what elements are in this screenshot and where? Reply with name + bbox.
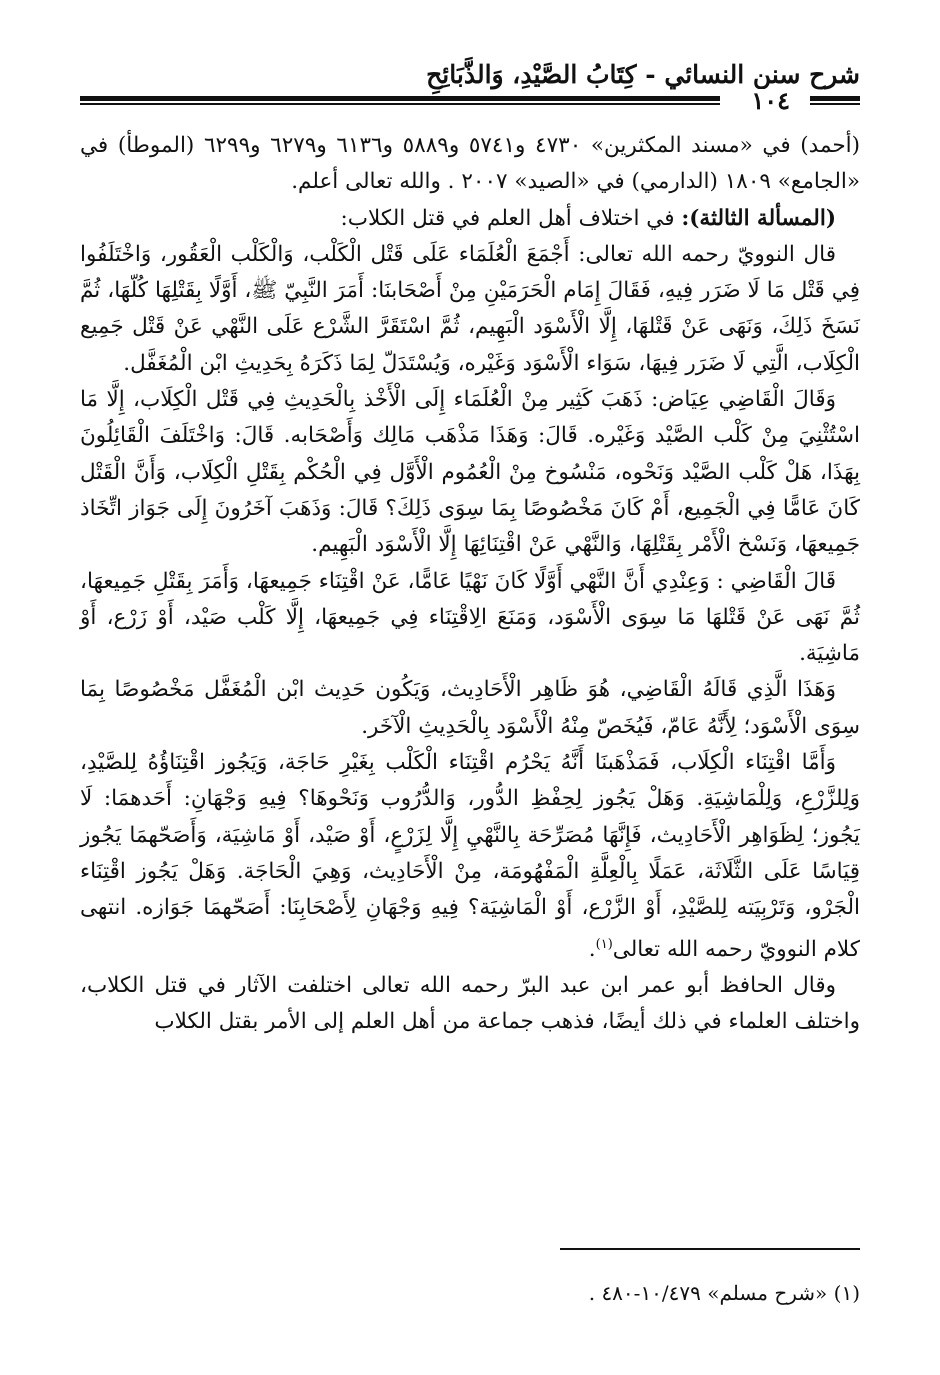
paragraph-ibn-abd-albarr: وقال الحافظ أبو عمر ابن عبد البرّ رحمه الله تعالى اختلفت الآثار في قتل الكلاب، واختلف العلماء في ذلك أيضًا، فذهب جماعة من أهل العلم إلى الأمر بقتل الكلاب [80, 972, 860, 1035]
footnote-rule [560, 1248, 860, 1250]
paragraph-masala-heading [80, 201, 860, 237]
masala-label: (المسألة الثالثة): [681, 205, 836, 231]
page-number: ١٠٤ [741, 89, 800, 113]
running-title: شرح سنن النسائي - كِتَابُ الصَّيْدِ، وَالذَّبَائِحِ [426, 60, 860, 89]
paragraph-nawawi: قال النوويّ رحمه الله تعالى: أَجْمَعَ الْعُلَمَاء عَلَى قَتْل الْكَلْب، وَالْكَلْب الْعَقُور، وَاخْتَلَفُوا فِي قَتْل مَا لَا ضَرَر فِيهِ، فَقَالَ إِمَام الْحَرَمَيْنِ مِنْ أَصْحَابنَا: أَمَرَ النَّبِيّ ﷺ، أَوَّلًا بِقَتْلِهَا كُلّهَا، ثُمَّ نَسَخَ ذَلِكَ، وَنَهَى عَنْ قَتْلهَا، إِلَّا الْأَسْوَد الْبَهِيم، ثُمَّ اسْتَقَرَّ الشَّرْع عَلَى النَّهْي عَنْ قَتْل جَمِيع الْكِلَاب، الَّتِي لَا ضَرَر فِيهَا، سَوَاء الْأَسْوَد وَغَيْره، وَيُسْتَدَلّ لِمَا ذَكَرَهُ بِحَدِيثِ ابْن الْمُغَفَّل. [80, 241, 860, 376]
paragraph-iqtina-text: وَأَمَّا اقْتِنَاء الْكِلَاب، فَمَذْهَبنَا أَنَّهُ يَحْرُم اقْتِنَاء الْكَلْب بِغَيْرِ حَاجَة، وَيَجُوز اقْتِنَاؤُهُ لِلصَّيْدِ، وَلِلزَّرْعِ، وَلِلْمَاشِيَةِ. وَهَلْ يَجُوز لِحِفْظِ الدُّور، وَالدُّرُوب وَنَحْوهَا؟ فِيهِ وَجْهَانِ: أَحَدهمَا: لَا يَجُوز؛ لِظَوَاهِر الْأَحَادِيث، فَإِنَّهَا مُصَرِّحَة بِالنَّهْيِ إِلَّا لِزَرْعٍ، أَوْ صَيْد، أَوْ مَاشِيَة، وَأَصَحّهمَا يَجُوز قِيَاسًا عَلَى الثَّلَاثَة، عَمَلًا بِالْعِلَّةِ الْمَفْهُومَة، مِنْ الْأَحَادِيث، وَهِيَ الْحَاجَة. وَهَلْ يَجُوز اقْتِنَاء الْجَرْو، وَتَرْبِيَته لِلصَّيْدِ، أَوْ الزَّرْع، أَوْ الْمَاشِيَة؟ فِيهِ وَجْهَانِ لِأَصْحَابِنَا: أَصَحّهمَا جَوَازه. انتهى كلام النوويّ رحمه الله تعالى [80, 750, 860, 962]
paragraph-explanation: وَهَذَا الَّذِي قَالَهُ الْقَاضِي، هُوَ ظَاهِر الْأَحَادِيث، وَيَكُون حَدِيث ابْن الْمُغَفَّل مَخْصُوصًا بِمَا سِوَى الْأَسْوَد؛ لِأَنَّهُ عَامّ، فَيُخَصّ مِنْهُ الْأَسْوَد بِالْحَدِيثِ الْآخَر. [80, 677, 860, 739]
paragraph-iqtina: وَأَمَّا اقْتِنَاء الْكِلَاب، فَمَذْهَبنَا أَنَّهُ يَحْرُم اقْتِنَاء الْكَلْب بِغَيْرِ حَاجَة، وَيَجُوز اقْتِنَاؤُهُ لِلصَّيْدِ، وَلِلزَّرْعِ، وَلِلْمَاشِيَةِ. وَهَلْ يَجُوز لِحِفْظِ الدُّور، وَالدُّرُوب وَنَحْوهَا؟ فِيهِ وَجْهَانِ: أَحَدهمَا: لَا يَجُوز؛ لِظَوَاهِر الْأَحَادِيث، فَإِنَّهَا مُصَرِّحَة بِالنَّهْيِ إِلَّا لِزَرْعٍ، أَوْ صَيْد، أَوْ مَاشِيَة، وَأَصَحّهمَا يَجُوز قِيَاسًا عَلَى الثَّلَاثَة، عَمَلًا بِالْعِلَّةِ الْمَفْهُومَة، مِنْ الْأَحَادِيث، وَهِيَ الْحَاجَة. وَهَلْ يَجُوز اقْتِنَاء الْجَرْو، وَتَرْبِيَته لِلصَّيْدِ، أَوْ الزَّرْع، أَوْ الْمَاشِيَة؟ فِيهِ وَجْهَانِ لِأَصْحَابِنَا: أَصَحّهمَا جَوَازه. انتهى كلام النوويّ رحمه الله تعالى$^{(١)}$. [80, 750, 860, 962]
masala-text: في اختلاف أهل العلم في قتل الكلاب: [340, 205, 682, 231]
paragraph-qadi-opinion: قَالَ الْقَاضِي : وَعِنْدِي أَنَّ النَّهْي أَوَّلًا كَانَ نَهْيًا عَامًّا، عَنْ اقْتِنَاء جَمِيعهَا، وَأَمَرَ بِقَتْلِ جَمِيعهَا، ثُمَّ نَهَى عَنْ قَتْلهَا مَا سِوَى الْأَسْوَد، وَمَنَعَ الِاقْتِنَاء فِي جَمِيعهَا، إِلَّا كَلْب صَيْد، أَوْ زَرْع، أَوْ مَاشِيَة. [80, 568, 860, 667]
page-header [80, 58, 860, 118]
paragraph-qadi-iyad: وَقَالَ الْقَاضِي عِيَاض: ذَهَبَ كَثِير مِنْ الْعُلَمَاء إِلَى الْأَخْذ بِالْحَدِيثِ فِي قَتْل الْكِلَاب، إِلَّا مَا اسْتُثْنِيَ مِنْ كَلْب الصَّيْد وَغَيْره. قَالَ: وَهَذَا مَذْهَب مَالِك وَأَصْحَابه. قَالَ: وَاخْتَلَفَ الْقَائِلُونَ بِهَذَا، هَلْ كَلْب الصَّيْد وَنَحْوه، مَنْسُوخ مِنْ الْعُمُوم الْأَوَّل فِي الْحُكْم بِقَتْلِ الْكِلَاب، وَأَنَّ الْقَتْل كَانَ عَامًّا فِي الْجَمِيع، أَمْ كَانَ مَخْصُوصًا بِمَا سِوَى ذَلِكَ؟ قَالَ: وَذَهَبَ آخَرُونَ إِلَى جَوَاز اتِّخَاذ جَمِيعهَا، وَنَسْخ الْأَمْر بِقَتْلِهَا، وَالنَّهْي عَنْ اقْتِنَائِهَا إِلَّا الْأَسْوَد الْبَهِيم. [80, 387, 860, 558]
body-text [80, 128, 860, 1041]
header-rule-right [810, 96, 860, 101]
header-rule-right-thin [810, 103, 860, 105]
footnote: (١) «شرح مسلم» ١٠/٤٧٩-٤٨٠ . [588, 1281, 860, 1305]
paragraph-citations: (أحمد) في «مسند المكثرين» ٤٧٣٠ و٥٧٤١ و٥٨٨٩ و٦١٣٦ و٦٢٧٩ و٦٢٩٩ (الموطأ) في «الجامع» ١٨٠٩ (الدارمي) في «الصيد» ٢٠٠٧ . والله تعالى أعلم. [80, 133, 861, 195]
header-rule-thick [80, 96, 720, 101]
header-rule-thin [80, 103, 720, 105]
footnote-ref: (١) [595, 936, 613, 952]
